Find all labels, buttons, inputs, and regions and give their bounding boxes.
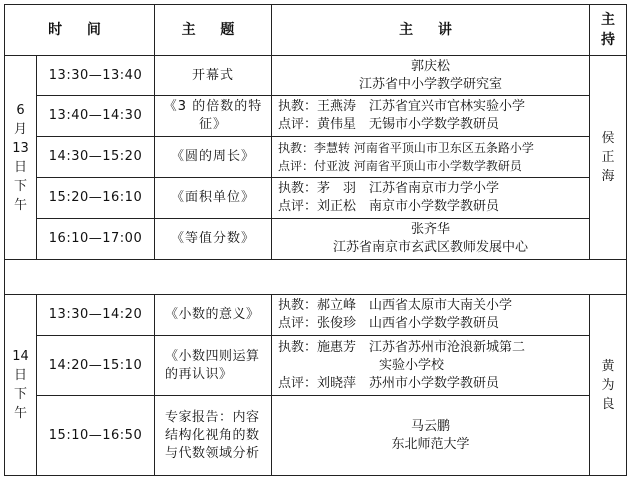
speaker-name: 郭庆松 (410, 58, 450, 74)
speaker-cell (272, 219, 590, 260)
date-char: 6 (16, 102, 25, 118)
day2-host (590, 295, 627, 476)
header-row (5, 5, 627, 56)
speaker-name: 马云鹏 (410, 418, 450, 434)
table-row (5, 396, 627, 476)
spacer-row (5, 260, 627, 295)
date-char: 14 (12, 349, 29, 364)
speaker-teacher: 执教：郝立峰 山西省太原市大南关小学 (278, 298, 513, 313)
table-row (5, 219, 627, 260)
header-host-char: 主 (601, 12, 615, 28)
topic-cell: 《面积单位》 (155, 178, 272, 219)
day1-host (590, 56, 627, 260)
schedule-wrapper (4, 4, 627, 476)
time-cell: 16:10—17:00 (37, 219, 155, 260)
schedule-table (4, 4, 627, 476)
speaker-org: 江苏省中小学教学研究室 (358, 76, 502, 92)
date-char: 午 (13, 197, 27, 213)
date-char: 月 (13, 121, 27, 137)
topic-cell: 《3 的倍数的特征》 (155, 96, 272, 137)
speaker-reviewer: 点评：张俊珍 山西省小学数学教研员 (278, 316, 500, 331)
spacer-cell (5, 260, 627, 295)
date-char: 午 (13, 406, 27, 421)
speaker-org: 江苏省南京市玄武区教师发展中心 (332, 240, 528, 255)
speaker-cell (272, 396, 590, 476)
table-row (5, 96, 627, 137)
speaker-reviewer: 点评：刘正松 南京市小学数学教研员 (278, 199, 500, 214)
header-time: 时 间 (5, 5, 155, 56)
date-char: 13 (12, 140, 29, 156)
topic-cell: 《小数四则运算的再认识》 (155, 336, 272, 396)
header-topic: 主 题 (155, 5, 272, 56)
table-row (5, 295, 627, 336)
speaker-cell (272, 137, 590, 178)
speaker-teacher: 执教：王燕涛 江苏省宜兴市官林实验小学 (278, 99, 526, 114)
time-cell: 13:30—13:40 (37, 56, 155, 96)
header-speaker: 主 讲 (272, 5, 590, 56)
host-char: 侯 (601, 131, 615, 146)
host-char: 黄 (601, 358, 615, 374)
speaker-cell (272, 96, 590, 137)
speaker-name: 张齐华 (410, 222, 450, 237)
speaker-cell (272, 178, 590, 219)
table-row (5, 137, 627, 178)
time-cell: 14:20—15:10 (37, 336, 155, 396)
date-char: 下 (13, 178, 27, 194)
speaker-cell (272, 336, 590, 396)
topic-cell: 开幕式 (155, 56, 272, 96)
speaker-cell (272, 56, 590, 96)
topic-cell: 《等值分数》 (155, 219, 272, 260)
speaker-reviewer: 点评：付亚波 河南省平顶山市小学数学教研员 (278, 159, 522, 173)
host-char: 正 (601, 150, 615, 165)
speaker-teacher: 执教：李慧转 河南省平顶山市卫东区五条路小学 (278, 141, 534, 155)
date-char: 下 (13, 387, 27, 402)
day2-date-label (5, 295, 37, 476)
date-char: 日 (13, 368, 27, 383)
table-row (5, 336, 627, 396)
time-cell: 13:40—14:30 (37, 96, 155, 137)
topic-cell: 专家报告：内容结构化视角的数与代数领域分析 (155, 396, 272, 476)
header-host-label (590, 10, 626, 50)
time-cell: 15:20—16:10 (37, 178, 155, 219)
time-cell: 13:30—14:20 (37, 295, 155, 336)
header-host-char: 持 (601, 32, 615, 48)
date-char: 日 (13, 159, 27, 175)
speaker-reviewer: 点评：刘晓萍 苏州市小学数学教研员 (278, 375, 500, 391)
speaker-teacher-cont: 实验小学校 (379, 357, 445, 373)
time-cell: 14:30—15:20 (37, 137, 155, 178)
speaker-teacher: 执教：施惠芳 江苏省苏州市沧浪新城第二 (278, 339, 526, 355)
host-char: 良 (601, 396, 615, 412)
topic-cell: 《小数的意义》 (155, 295, 272, 336)
host-char: 海 (601, 169, 615, 184)
table-row (5, 56, 627, 96)
time-cell: 15:10—16:50 (37, 396, 155, 476)
speaker-reviewer: 点评：黄伟星 无锡市小学数学教研员 (278, 117, 500, 132)
speaker-cell (272, 295, 590, 336)
header-host (590, 5, 627, 56)
speaker-teacher: 执教：茅 羽 江苏省南京市力学小学 (278, 181, 500, 196)
day1-date-label (5, 56, 37, 260)
topic-cell: 《圆的周长》 (155, 137, 272, 178)
host-char: 为 (601, 377, 615, 393)
table-row (5, 178, 627, 219)
speaker-org: 东北师范大学 (391, 436, 470, 452)
